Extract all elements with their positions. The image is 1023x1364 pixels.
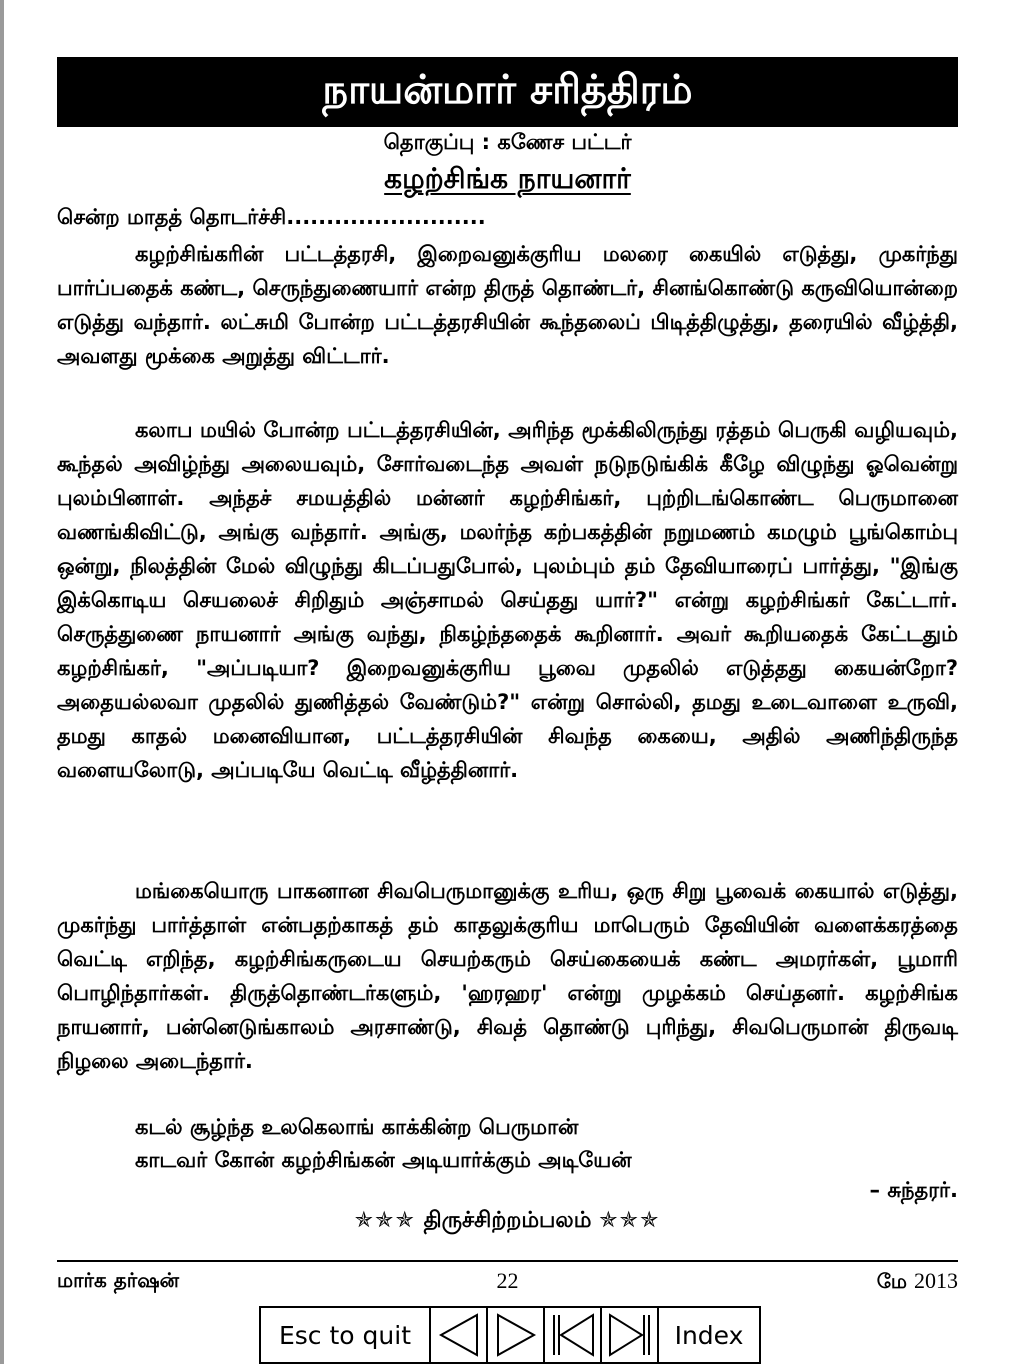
esc-quit-button[interactable]: Esc to quit [261,1308,431,1362]
compiler-line: தொகுப்பு : கணேச பட்டர் [383,130,632,154]
issue-date [877,1268,958,1296]
paragraph-1: கழற்சிங்கரின் பட்டத்தரசி, இறைவனுக்குரிய மலரை கையில் எடுத்து, முகர்ந்து பார்ப்பதைக் கண்ட, செருந்துணையார் என்ற திருத் தொண்டர், சினங்கொண்டு கருவியொன்றை எடுத்து வந்தார். லட்சுமி போன்ற பட்டத்தரசியின் கூந்தலைப் பிடித்திழுத்து, தரையில் வீழ்த்தி, அவளது மூக்கை அறுத்து விட்டார். [57,242,958,368]
verse-line-1: கடல் சூழ்ந்த உலகெலாங் காக்கின்ற பெருமான் [135,1115,579,1139]
banner-title-text: நாயன்மார் சரித்திரம் [322,66,693,113]
footer-divider [57,1260,958,1262]
verse-line-2: காடவர் கோன் கழற்சிங்கன் அடியார்க்கும் அடியேன் [135,1148,632,1172]
triangle-left-icon [437,1312,481,1358]
index-button[interactable]: Index [659,1308,759,1362]
previous-page-button[interactable] [431,1308,488,1362]
issue-year: 2013 [914,1268,958,1293]
attribution: – சுந்தரர். [869,1178,958,1202]
navigation-bar [259,1306,761,1364]
magazine-name: மார்க தர்ஷன் [57,1268,180,1292]
last-page-icon [606,1312,654,1358]
paragraph-2: கலாப மயில் போன்ற பட்டத்தரசியின், அரிந்த மூக்கிலிருந்து ரத்தம் பெருகி வழியவும், கூந்தல் அவிழ்ந்து அலையவும், சோர்வடைந்த அவள் நடுநடுங்கிக் கீழே விழுந்து ஓவென்று புலம்பினாள். அந்தச் சமயத்தில் மன்னர் கழற்சிங்கர், புற்றிடங்கொண்ட பெருமானை வணங்கிவிட்டு, அங்கு வந்தார். அங்கு, மலர்ந்த கற்பகத்தின் நறுமணம் கமழும் பூங்கொம்பு ஒன்று, நிலத்தின் மேல் விழுந்து கிடப்பதுபோல், புலம்பும் தம் தேவியாரைப் பார்த்து, "இங்கு இக்கொடிய செயலைச் சிறிதும் அஞ்சாமல் செய்தது யார்?" என்று கழற்சிங்கர் கேட்டார். செருத்துணை நாயனார் அங்கு வந்து, நிகழ்ந்ததைக் கூறினார். அவர் கூறியதைக் கேட்டதும் கழற்சிங்கர், "அப்படியா? இறைவனுக்குரிய பூவை முதலில் எடுத்தது கையன்றோ? அதையல்லவா முதலில் துணித்தல் வேண்டும்?" என்று சொல்லி, தமது உடைவாளை உருவி, தமது காதல் மனைவியான, பட்டத்தரசியின் சிவந்த கையை, அதில் அணிந்திருந்த வளையலோடு, அப்படியே வெட்டி வீழ்த்தினார். [57,418,958,782]
next-page-button[interactable] [488,1308,545,1362]
paragraph-3: மங்கையொரு பாகனான சிவபெருமானுக்கு உரிய, ஒரு சிறு பூவைக் கையால் எடுத்து, முகர்ந்து பார்த்தாள் என்பதற்காகத் தம் காதலுக்குரிய மாபெரும் தேவியின் வளைக்கரத்தை வெட்டி எறிந்த, கழற்சிங்கருடைய செயற்கரும் செய்கையைக் கண்ட அமரர்கள், பூமாரி பொழிந்தார்கள். திருத்தொண்டர்களும், 'ஹரஹர' என்று முழக்கம் செய்தனர். கழற்சிங்க நாயனார், பன்னெடுங்காலம் அரசாண்டு, சிவத் தொண்டு புரிந்து, சிவபெருமான் திருவடி நிழலை அடைந்தார். [57,879,958,1073]
closing-text: திருச்சிற்றம்பலம் [423,1208,592,1233]
first-page-icon [549,1312,597,1358]
triangle-right-icon [494,1312,538,1358]
left-edge-bar [0,0,4,1364]
first-page-button[interactable] [545,1308,602,1362]
page-number: 22 [496,1268,519,1293]
closing-line [57,1208,958,1236]
continued-note: சென்ற மாதத் தொடர்ச்சி......................... [57,205,486,229]
banner-title [57,57,958,127]
story-title-text: கழற்சிங்க நாயனார் [384,162,631,195]
footer [57,1268,958,1298]
last-page-button[interactable] [602,1308,659,1362]
story-title [57,162,958,199]
issue-month: மே [876,1269,908,1293]
star-icon: ✯✯✯ [354,1208,416,1233]
star-icon: ✯✯✯ [599,1208,661,1233]
